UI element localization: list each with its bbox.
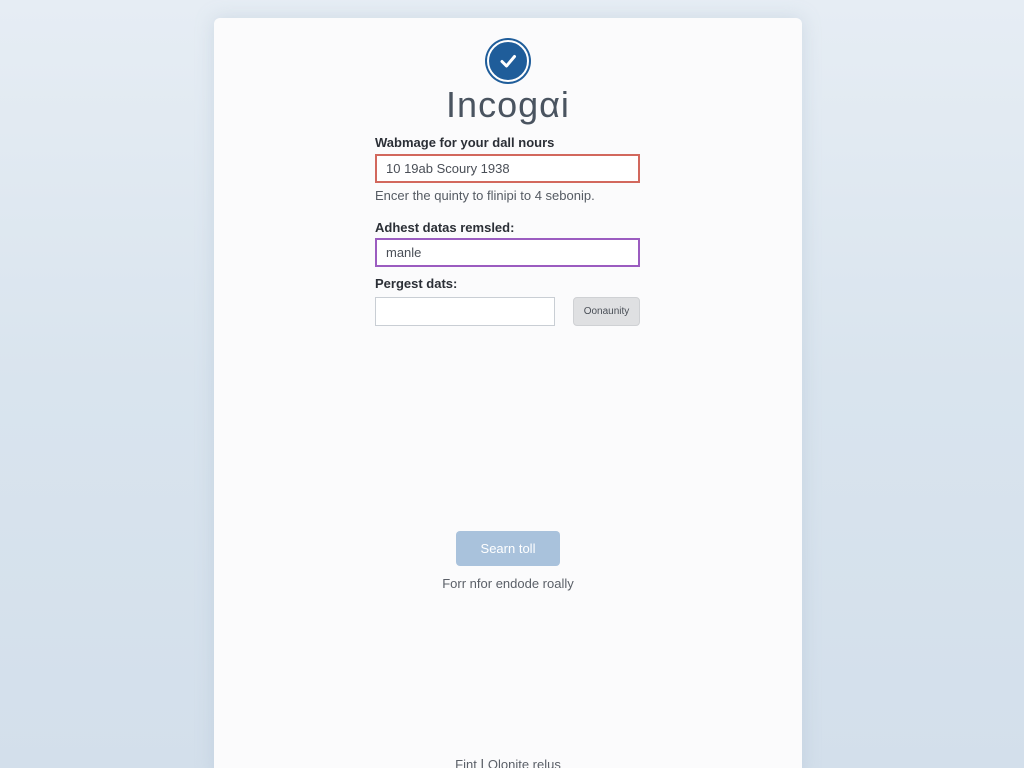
field1-helper-text: Encer the quinty to flinipi to 4 sebonip. xyxy=(375,188,595,203)
primary-submit-button[interactable]: Searn toll xyxy=(456,531,560,566)
brand-name: Incogαi xyxy=(446,84,570,125)
check-circle-icon xyxy=(487,40,529,82)
field3-input[interactable] xyxy=(375,297,555,326)
footnote-text: Forr nfor endode roally xyxy=(442,576,574,591)
field1-input[interactable] xyxy=(375,154,640,183)
field3-label: Pergest dats: xyxy=(375,276,458,291)
field3-action-button[interactable]: Oonaunity xyxy=(573,297,640,326)
field2-input[interactable] xyxy=(375,238,640,267)
field1-label: Wabmage for your dall nours xyxy=(375,135,555,150)
field2-label: Adhest datas remsled: xyxy=(375,220,515,235)
form-card xyxy=(214,18,802,768)
footer-text: Fint Ⅰ Olonite relus xyxy=(455,757,561,768)
